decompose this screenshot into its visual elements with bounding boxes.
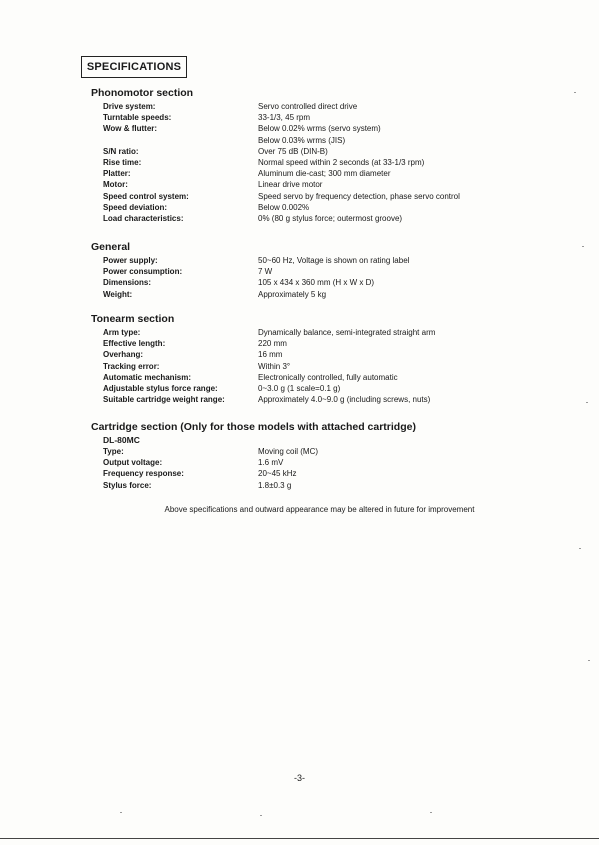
spec-row (91, 327, 528, 338)
bottom-rule (0, 838, 599, 839)
spec-label: Rise time: (103, 158, 142, 168)
spec-value: Below 0.002% (258, 202, 310, 212)
spec-value: 220 mm (258, 339, 287, 349)
spec-row (91, 157, 528, 168)
spec-row (91, 255, 528, 266)
spec-label: Speed control system: (103, 191, 189, 201)
spec-row (91, 146, 528, 157)
spec-label: Type: (103, 447, 124, 456)
spec-value: 50~60 Hz, Voltage is shown on rating label (258, 256, 410, 265)
spec-label: Turntable speeds: (103, 113, 172, 123)
spec-label: Motor: (103, 180, 128, 190)
spec-label: Automatic mechanism: (103, 372, 192, 382)
spec-label: Platter: (103, 169, 131, 179)
spec-row (91, 202, 528, 213)
spec-value: Normal speed within 2 seconds (at 33-1/3 rpm) (258, 158, 425, 168)
spec-row (91, 112, 528, 123)
spec-label: S/N ratio: (103, 146, 139, 156)
spec-label: Load characteristics: (103, 214, 184, 224)
spec-label: Frequency response: (103, 469, 184, 479)
spec-value: 7 W (258, 267, 273, 277)
scan-speck (260, 815, 262, 816)
general-section (91, 241, 528, 300)
cartridge-model: DL-80MC (103, 435, 140, 445)
spec-label: Weight: (103, 289, 133, 299)
spec-value: Over 75 dB (DIN-B) (258, 146, 328, 156)
spec-value: Approximately 4.0~9.0 g (including screws, nuts) (258, 395, 431, 405)
spec-value: Below 0.02% wrms (servo system) (258, 124, 381, 134)
spec-label: Output voltage: (103, 458, 163, 468)
spec-value: Electronically controlled, fully automatic (258, 372, 398, 382)
spec-value: Moving coil (MC) (258, 447, 319, 456)
spec-value: 20~45 kHz (258, 469, 297, 479)
spec-value: Approximately 5 kg (258, 289, 327, 299)
spec-label: Drive system: (103, 102, 156, 111)
spec-label: Arm type: (103, 328, 141, 337)
spec-label: Speed deviation: (103, 202, 168, 212)
spec-row (91, 457, 528, 468)
section-title: Cartridge section (Only for those models with attached cartridge) (91, 421, 416, 433)
spec-label: Suitable cartridge weight range: (103, 395, 225, 405)
spec-value: 33-1/3, 45 rpm (258, 113, 311, 123)
spec-label: Stylus force: (103, 480, 152, 490)
scan-speck (579, 548, 581, 549)
spec-value: Speed servo by frequency detection, phase servo control (258, 191, 460, 201)
spec-value: 1.6 mV (258, 458, 284, 468)
spec-row (91, 383, 528, 394)
spec-row (91, 446, 528, 457)
spec-row (91, 468, 528, 479)
scan-speck (120, 812, 122, 813)
section-title: Tonearm section (91, 313, 175, 325)
section-title: General (91, 241, 131, 253)
cartridge-section (91, 421, 528, 491)
spec-label (91, 135, 258, 146)
page-number: -3- (294, 773, 305, 783)
spec-value: 1.8±0.3 g (258, 480, 292, 490)
spec-row (91, 168, 528, 179)
spec-row (91, 394, 528, 405)
spec-row (91, 289, 528, 300)
spec-row (91, 213, 528, 224)
spec-row (91, 135, 528, 146)
spec-label: Overhang: (103, 350, 144, 360)
spec-label: Effective length: (103, 339, 166, 349)
spec-row (91, 372, 528, 383)
phonomotor-section (91, 87, 528, 224)
spec-label: Dimensions: (103, 278, 152, 288)
spec-value: Aluminum die-cast; 300 mm diameter (258, 169, 391, 179)
section-title: Phonomotor section (91, 87, 194, 99)
spec-value: Within 3° (258, 361, 291, 371)
spec-row (91, 361, 528, 372)
page-title: SPECIFICATIONS (81, 56, 187, 78)
spec-value: 16 mm (258, 350, 283, 360)
scan-speck (574, 92, 576, 93)
spec-value: Servo controlled direct drive (258, 102, 358, 111)
spec-row (91, 123, 528, 134)
spec-value: 0% (80 g stylus force; outermost groove) (258, 214, 403, 224)
spec-row (91, 349, 528, 360)
improvement-note: Above specifications and outward appearance may be altered in future for improvement (164, 505, 475, 514)
spec-label: Adjustable stylus force range: (103, 384, 218, 394)
spec-row (91, 480, 528, 491)
spec-value: 105 x 434 x 360 mm (H x W x D) (258, 278, 375, 288)
tonearm-section (91, 313, 528, 405)
spec-row (91, 338, 528, 349)
spec-label: Wow & flutter: (103, 124, 158, 134)
scan-speck (586, 402, 588, 403)
scan-speck (582, 246, 584, 247)
spec-value: 0~3.0 g (1 scale=0.1 g) (258, 384, 341, 394)
scan-speck (430, 812, 432, 813)
spec-value: Dynamically balance, semi-integrated straight arm (258, 328, 436, 337)
spec-row (91, 277, 528, 288)
spec-label: Tracking error: (103, 361, 160, 371)
spec-label: Power supply: (103, 256, 158, 265)
spec-row (91, 179, 528, 190)
spec-value: Linear drive motor (258, 180, 323, 190)
spec-value: Below 0.03% wrms (JIS) (258, 135, 346, 145)
spec-label: Power consumption: (103, 267, 183, 277)
spec-row (91, 191, 528, 202)
spec-row (91, 101, 528, 112)
spec-row (91, 266, 528, 277)
scan-speck (588, 660, 590, 661)
